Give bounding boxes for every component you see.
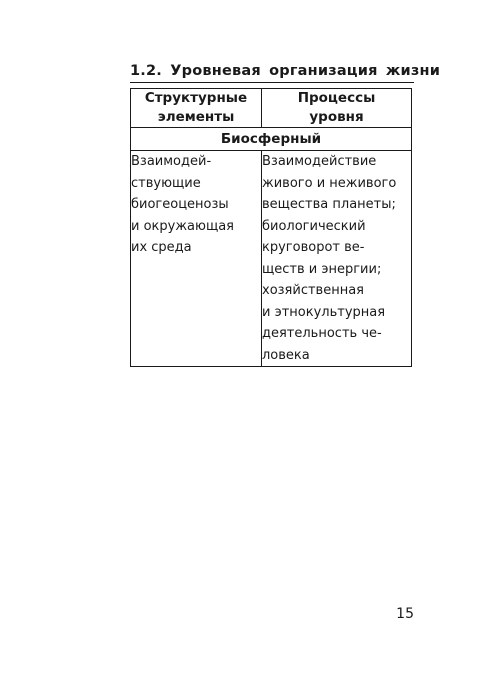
structural-elements-cell <box>131 151 262 367</box>
cell-line: Взаимодействие <box>262 154 377 169</box>
cell-line: хозяйственная <box>262 283 364 298</box>
cell-line: деятельность че- <box>262 326 382 341</box>
cell-line: вещества планеты; <box>262 197 396 212</box>
cell-line: и окружающая <box>131 218 234 234</box>
header-structural-elements <box>131 89 262 128</box>
header-line: элементы <box>157 109 235 125</box>
running-head: 1.2. Уровневая организация жизни <box>130 63 441 79</box>
page-number: 15 <box>396 606 414 622</box>
levels-table <box>130 88 412 367</box>
running-head-rule <box>130 82 414 83</box>
level-name: Биосферный <box>131 128 412 151</box>
cell-line: биологический <box>262 218 366 234</box>
level-name-row <box>131 128 412 151</box>
header-processes <box>262 89 412 128</box>
cell-line: Взаимодей- <box>131 154 212 169</box>
cell-line: биогеоценозы <box>131 197 229 212</box>
processes-cell <box>262 151 412 367</box>
header-line: уровня <box>309 109 364 125</box>
cell-line: ловека <box>262 347 310 363</box>
cell-line: ствующие <box>131 175 201 191</box>
cell-line: круговорот ве- <box>262 240 365 255</box>
cell-line: их среда <box>131 240 192 255</box>
header-line: Структурные <box>144 90 248 106</box>
table-row <box>131 151 412 367</box>
table-header-row <box>131 89 412 128</box>
cell-line: ществ и энергии; <box>262 261 382 277</box>
cell-line: и этнокультурная <box>262 304 386 320</box>
header-line: Процессы <box>297 90 376 106</box>
cell-line: живого и неживого <box>262 175 397 191</box>
